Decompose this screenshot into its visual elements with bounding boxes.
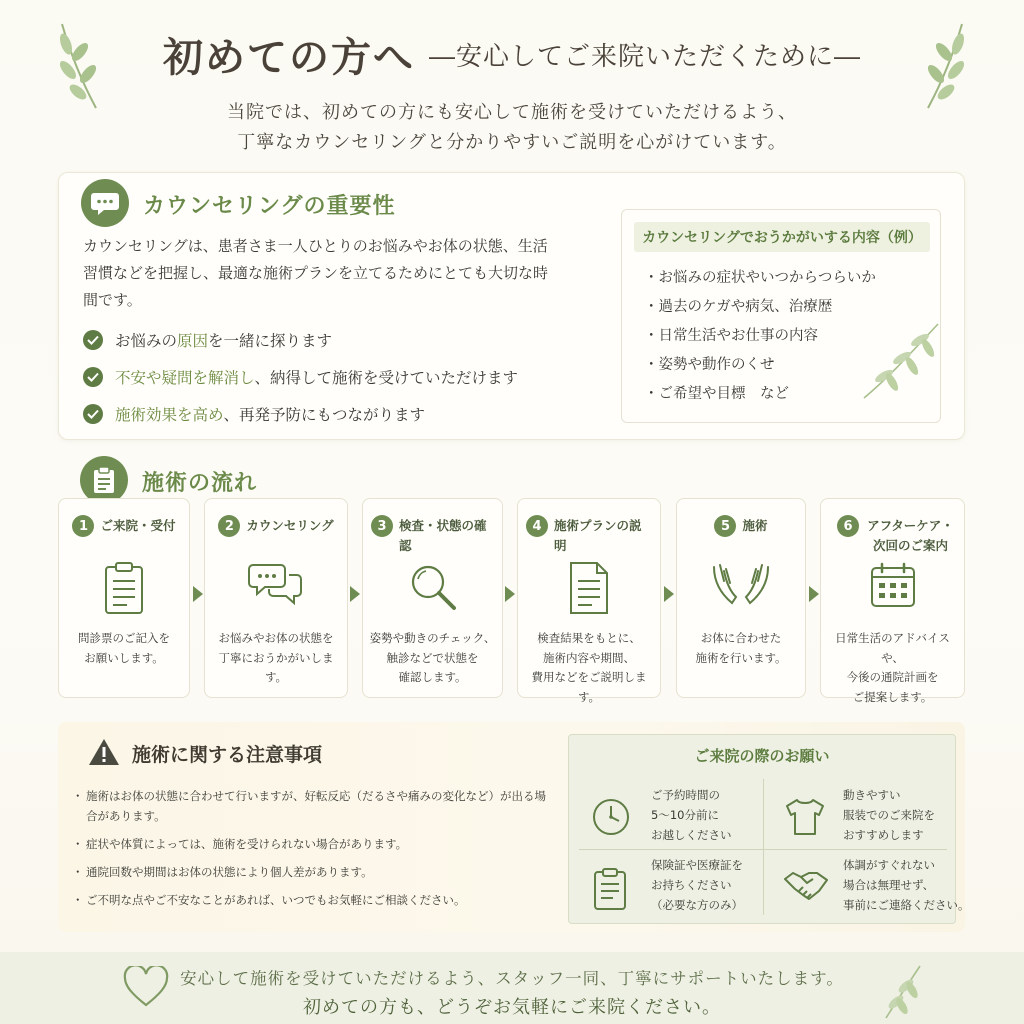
intro-line-2: 丁寧なカウンセリングと分かりやすいご説明を心がけています。 — [237, 132, 787, 153]
clipboard-icon — [80, 456, 128, 504]
step-desc-line: お願いします。 — [84, 650, 164, 665]
step-desc-line: 姿勢や動きのチェック、 — [369, 631, 496, 645]
footer-line-2: 初めての方も、どうぞお気軽にご来院ください。 — [303, 997, 721, 1018]
step-desc-line: 施術内容や期間、 — [543, 650, 635, 665]
visit-item — [765, 785, 951, 855]
step-description — [205, 629, 347, 688]
list-item: ・お悩みの症状やいつからつらいか — [644, 270, 876, 286]
counseling-point — [83, 321, 518, 358]
flow-step-3 — [362, 498, 503, 698]
check-icon — [83, 404, 103, 424]
list-item: ・ご希望や目標 など — [644, 386, 789, 402]
step-desc-line: お体に合わせた — [700, 631, 782, 645]
counseling-topics-title: カウンセリングでおうかがいする内容（例） — [634, 222, 930, 252]
step-number: 1 — [72, 515, 94, 537]
point-text-post: 、再発予防にもつながります — [223, 405, 426, 424]
flow-arrow-icon — [505, 586, 515, 602]
list-item: ・ 施術はお体の状態に合わせて行いますが、好転反応（だるさや痛みの変化など）が出る場合があります。 — [78, 786, 548, 826]
flow-arrow-icon — [664, 586, 674, 602]
step-desc-line: 丁寧におうかがいします。 — [218, 650, 334, 684]
counseling-topics-list — [644, 264, 876, 409]
intro-text — [0, 98, 1024, 158]
clipboard-icon — [59, 561, 189, 615]
list-item: ・過去のケガや病気、治療歴 — [644, 299, 833, 315]
step-desc-line: 問診票のご記入を — [78, 631, 170, 645]
footer — [0, 952, 1024, 1024]
step-number: 4 — [526, 515, 548, 537]
counseling-point — [83, 395, 518, 432]
visit-text-line: 保険証や医療証を — [651, 858, 743, 872]
point-text-post: を一緒に探ります — [208, 331, 333, 350]
step-label: カウンセリング — [246, 518, 334, 533]
visit-item — [573, 855, 759, 925]
check-icon — [83, 330, 103, 350]
calendar-icon — [821, 561, 964, 609]
visit-item — [765, 855, 970, 925]
counseling-panel — [58, 172, 965, 440]
visit-text-line: 動きやすい — [843, 788, 901, 802]
page-subtitle: ―安心してご来院いただくために― — [428, 42, 861, 72]
point-text-highlight: 不安や疑問を解消し — [115, 368, 255, 387]
step-description — [821, 629, 964, 707]
intro-line-1: 当院では、初めての方にも安心して施術を受けていただけるよう、 — [227, 102, 797, 123]
handshake-icon — [783, 867, 829, 907]
counseling-description: カウンセリングは、患者さま一人ひとりのお悩みやお体の状態、生活習慣などを把握し、最適な施術プランを立てるためにとても大切な時間です。 — [83, 237, 549, 309]
speech-bubble-icon — [81, 179, 129, 227]
step-desc-line: 確認します。 — [398, 670, 467, 684]
step-number: 6 — [837, 515, 859, 537]
point-text-highlight: 施術効果を高め — [115, 405, 224, 424]
visit-item-text — [843, 785, 935, 845]
warning-icon — [88, 738, 120, 766]
step-desc-line: ご提案します。 — [852, 689, 933, 704]
list-item: ・姿勢や動作のくせ — [644, 357, 775, 373]
step-desc-line: 費用などをご説明します。 — [531, 670, 647, 704]
visit-text-line: 事前にご連絡ください。 — [843, 898, 970, 912]
flow-arrow-icon — [193, 586, 203, 602]
step-desc-line: お悩みやお体の状態を — [218, 631, 334, 645]
list-item: ・ 症状や体質によっては、施術を受けられない場合があります。 — [78, 834, 548, 854]
point-text-post: 、納得して施術を受けていただけます — [254, 368, 519, 387]
visit-text-line: 5～10分前に — [651, 808, 719, 822]
flow-arrow-icon — [809, 586, 819, 602]
step-desc-line: 触診などで状態を — [386, 650, 479, 665]
step-number: 3 — [371, 515, 393, 537]
counseling-points — [83, 321, 518, 432]
tshirt-icon — [783, 797, 827, 841]
point-text-pre: お悩みの — [115, 331, 178, 350]
step-desc-line: 日常生活のアドバイスや、 — [835, 631, 950, 665]
visit-text-line: 服装でのご来院を — [843, 808, 935, 822]
visit-requests-title: ご来院の際のお願い — [694, 747, 830, 765]
counseling-topics-box — [621, 209, 941, 423]
visit-text-line: ご予約時間の — [651, 788, 720, 802]
notes-title: 施術に関する注意事項 — [132, 744, 323, 766]
step-description — [518, 629, 660, 707]
step-label: 検査・状態の確認 — [399, 518, 487, 553]
list-item: ・ ご不明な点やご不安なことがあれば、いつでもお気軽にご相談ください。 — [78, 890, 548, 910]
step-desc-line: 検査結果をもとに、 — [537, 631, 641, 645]
visit-text-line: 体調がすぐれない — [843, 858, 935, 872]
leaf-decoration-icon — [858, 318, 942, 402]
page-header — [0, 26, 1024, 83]
visit-item-text — [651, 785, 732, 845]
point-text-highlight: 原因 — [177, 331, 209, 350]
notes-list — [78, 786, 548, 918]
step-label: ご来院・受付 — [100, 518, 176, 533]
notes-section — [58, 722, 970, 932]
step-number: 2 — [218, 515, 240, 537]
list-item: ・ 通院回数や期間はお体の状態により個人差があります。 — [78, 862, 548, 882]
step-label: アフターケア・次回のご案内 — [867, 518, 954, 553]
step-description — [677, 629, 805, 668]
step-desc-line: 施術を行います。 — [695, 650, 787, 665]
flow-step-6 — [820, 498, 965, 704]
visit-item — [573, 785, 759, 855]
visit-item-text — [651, 855, 743, 915]
step-label: 施術 — [742, 518, 768, 533]
divider — [763, 779, 764, 915]
visit-text-line: おすすめします — [843, 828, 924, 842]
visit-requests-box — [568, 734, 970, 924]
step-desc-line: 今後の通院計画を — [846, 670, 939, 684]
flow-arrow-icon — [350, 586, 360, 602]
flow-step-2 — [204, 498, 348, 698]
step-description — [363, 629, 502, 688]
magnifier-icon — [363, 561, 502, 613]
step-description — [59, 629, 189, 668]
flow-step-5 — [676, 498, 806, 698]
document-icon — [518, 561, 660, 615]
list-item: ・日常生活やお仕事の内容 — [644, 328, 818, 344]
step-number: 5 — [714, 515, 736, 537]
visit-item-text — [843, 855, 970, 915]
step-label: 施術プランの説明 — [554, 518, 642, 553]
page-title: 初めての方へ — [162, 34, 415, 81]
chat-bubbles-icon — [205, 561, 347, 609]
footer-message — [0, 964, 1024, 1022]
flow-step-4 — [517, 498, 661, 704]
counseling-title: カウンセリングの重要性 — [143, 193, 396, 219]
visit-text-line: お持ちください — [651, 878, 732, 892]
counseling-point — [83, 358, 518, 395]
flow-title: 施術の流れ — [142, 470, 258, 496]
clock-icon — [591, 797, 631, 841]
visit-text-line: （必要な方のみ） — [651, 898, 743, 912]
flow-step-1 — [58, 498, 190, 698]
visit-text-line: 場合は無理せず、 — [843, 878, 935, 892]
check-icon — [83, 367, 103, 387]
hands-icon — [677, 561, 805, 607]
insurance-card-icon — [591, 867, 629, 915]
leaf-decoration-icon — [880, 962, 926, 1020]
footer-line-1: 安心して施術を受けていただけるよう、スタッフ一同、丁寧にサポートいたします。 — [180, 969, 844, 988]
visit-text-line: お越しください — [651, 828, 732, 842]
